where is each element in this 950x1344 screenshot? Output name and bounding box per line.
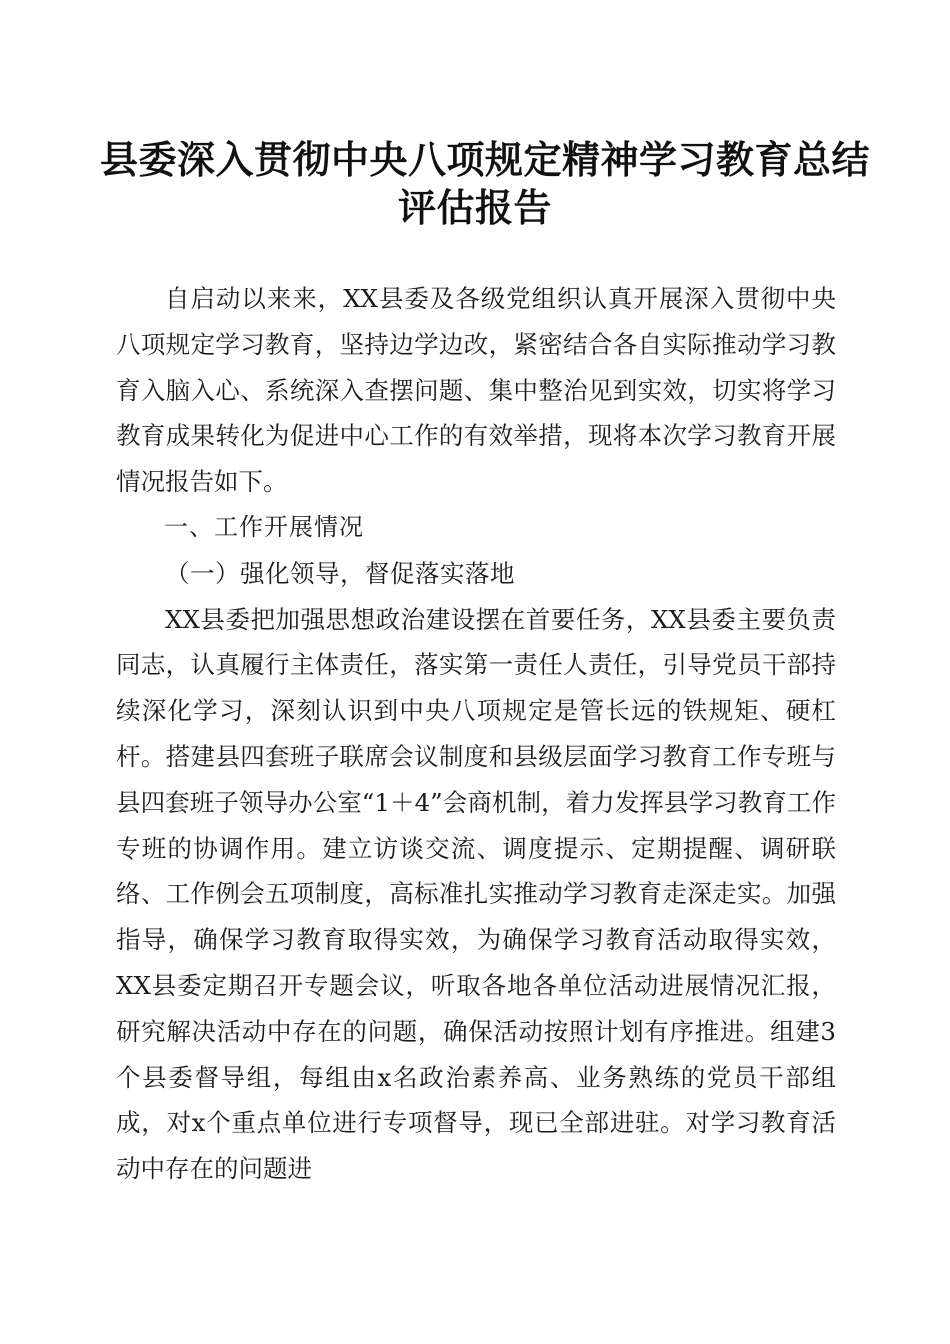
document-body <box>116 276 836 1192</box>
section-heading-work-progress: 一、工作开展情况 <box>164 512 364 541</box>
title-line-2: 评估报告 <box>397 185 552 230</box>
body-paragraph: XX县委把加强思想政治建设摆在首要任务，XX县委主要负责同志，认真履行主体责任，落实第一责任人责任，引导党员干部持续深化学习，深刻认识到中央八项规定是管长远的铁规矩、硬杠杆。搭建县四套班子联席会议制度和县级层面学习教育工作专班与县四套班子领导办公室“1＋4”会商机制，着力发挥县学习教育工作专班的协调作用。建立访谈交流、调度提示、定期提醒、调研联络、工作例会五项制度，高标准扎实推动学习教育走深走实。加强指导，确保学习教育取得实效，为确保学习教育活动取得实效，XX县委定期召开专题会议，听取各地各单位活动进展情况汇报，研究解决活动中存在的问题，确保活动按照计划有序推进。组建3个县委督导组，每组由x名政治素养高、业务熟练的党员干部组成，对x个重点单位进行专项督导，现已全部进驻。对学习教育活动中存在的问题进 <box>116 604 836 1184</box>
document-title <box>100 136 871 232</box>
intro-paragraph: 自启动以来来，XX县委及各级党组织认真开展深入贯彻中央八项规定学习教育，坚持边学边改，紧密结合各自实际推动学习教育入脑入心、系统深入查摆问题、集中整治见到实效，切实将学习教育成果转化为促进中心工作的有效举措，现将本次学习教育开展情况报告如下。 <box>116 284 836 497</box>
subsection-heading-leadership: （一）强化领导，督促落实落地 <box>165 558 515 588</box>
title-line-1: 县委深入贯彻中央八项规定精神学习教育总结 <box>100 137 871 182</box>
